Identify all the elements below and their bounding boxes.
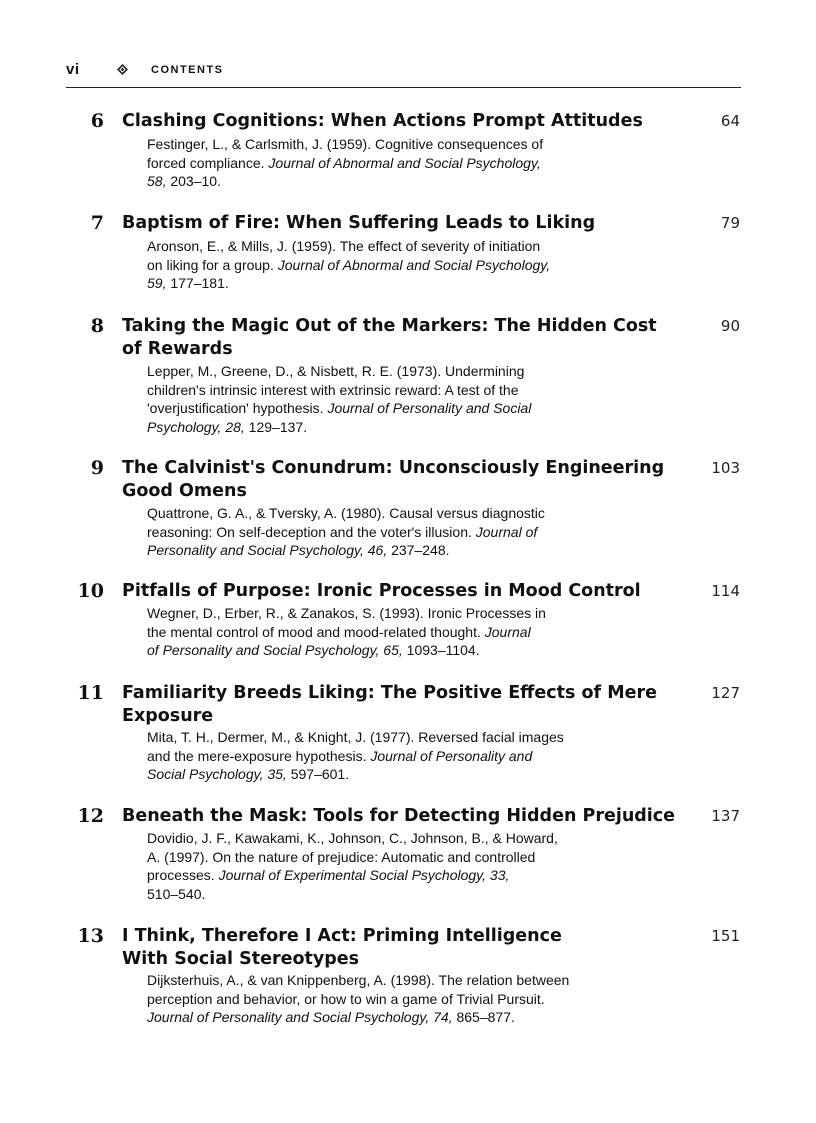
chapter-page[interactable]: 127 xyxy=(711,684,740,702)
chapter-page[interactable]: 151 xyxy=(711,927,740,945)
chapter-page[interactable]: 64 xyxy=(720,112,740,130)
citation xyxy=(147,829,687,903)
chapter-number: 12 xyxy=(77,805,104,827)
citation-journal: Journal of Experimental Social Psychology, 33, xyxy=(218,867,510,883)
chapter-number: 9 xyxy=(90,457,104,479)
citation xyxy=(147,971,687,1027)
citation-text: Mita, T. H., Dermer, M., & Knight, J. (1977). Reversed facial images and the mere-exposure hypothesis. xyxy=(147,729,564,764)
chapter-title[interactable]: Baptism of Fire: When Suffering Leads to Liking xyxy=(122,213,596,233)
citation-text: Festinger, L., & Carlsmith, J. (1959). Cognitive consequences of forced compliance. xyxy=(147,136,544,171)
page-number-label: vi xyxy=(66,61,80,78)
citation-pages: 177–181. xyxy=(166,275,229,291)
citation-text: Quattrone, G. A., & Tversky, A. (1980). Causal versus diagnostic reasoning: On self-deception and the voter's illusion. xyxy=(147,505,545,540)
chapter-number: 6 xyxy=(90,110,104,132)
chapter-page[interactable]: 103 xyxy=(711,459,740,477)
chapter-title[interactable]: Familiarity Breeds Liking: The Positive Effects of Mere Exposure xyxy=(122,683,657,726)
chapter-page[interactable]: 114 xyxy=(711,582,740,600)
citation-pages: 865–877. xyxy=(452,1009,515,1025)
citation xyxy=(147,237,687,293)
citation-pages: 510–540. xyxy=(147,885,206,902)
chapter-number: 11 xyxy=(77,682,104,704)
citation xyxy=(147,135,687,191)
chapter-title[interactable]: Beneath the Mask: Tools for Detecting Hidden Prejudice xyxy=(122,806,676,826)
chapter-title[interactable]: Clashing Cognitions: When Actions Prompt Attitudes xyxy=(122,111,643,131)
running-header xyxy=(66,61,741,88)
citation-text: Wegner, D., Erber, R., & Zanakos, S. (1993). Ironic Processes in the mental control of mood and mood-related thought. xyxy=(147,605,546,640)
citation-pages: 597–601. xyxy=(286,766,350,782)
chapter-title[interactable]: The Calvinist's Conundrum: Unconsciously Engineering Good Omens xyxy=(122,458,665,501)
citation-pages: 237–248. xyxy=(387,542,450,558)
citation-text: Dijksterhuis, A., & van Knippenberg, A. (1998). The relation between perception and behavior, or how to win a game of Trivial Pursuit. xyxy=(147,972,570,1007)
chapter-title[interactable]: Pitfalls of Purpose: Ironic Processes in Mood Control xyxy=(122,581,641,601)
citation-journal: Journal of Personality and Social Psychology, 74, xyxy=(147,1009,453,1025)
chapter-page[interactable]: 137 xyxy=(711,807,740,825)
citation-text: Aronson, E., & Mills, J. (1959). The effect of severity of initiation on liking for a group. xyxy=(147,238,541,273)
citation-journal: Journal of Abnormal and Social Psychology, 58, xyxy=(147,154,541,189)
citation xyxy=(147,604,687,660)
citation xyxy=(147,362,687,436)
chapter-number: 10 xyxy=(77,580,104,602)
citation-journal: Journal of Personality and Social Psychology, 35, xyxy=(147,747,533,782)
citation-journal: Journal of Abnormal and Social Psychology, 59, xyxy=(147,256,551,291)
citation-journal: Journal of Personality and Social Psychology, 46, xyxy=(147,523,538,558)
citation-text: Lepper, M., Greene, D., & Nisbett, R. E. (1973). Undermining children's intrinsic interest with extrinsic reward: A test of the 'overjustification' hypothesis. xyxy=(147,363,525,416)
header-title: CONTENTS xyxy=(151,64,224,76)
citation-journal: Journal of Personality and Social Psychology, 65, xyxy=(147,623,531,658)
citation xyxy=(147,504,687,560)
citation-pages: 1093–1104. xyxy=(402,642,480,658)
chapter-number: 13 xyxy=(77,925,104,947)
chapter-title[interactable]: Taking the Magic Out of the Markers: The Hidden Cost of Rewards xyxy=(122,316,657,359)
citation-text: Dovidio, J. F., Kawakami, K., Johnson, C., Johnson, B., & Howard, A. (1997). On the nature of prejudice: Automatic and controlled processes. xyxy=(147,830,558,883)
chapter-number: 7 xyxy=(90,212,104,234)
citation-journal: Journal of Personality and Social Psychology, 28, xyxy=(147,400,532,435)
chapter-page[interactable]: 79 xyxy=(720,214,740,232)
chapter-title[interactable]: I Think, Therefore I Act: Priming Intelligence With Social Stereotypes xyxy=(122,926,562,969)
chapter-page[interactable]: 90 xyxy=(720,317,740,335)
citation-pages: 203–10. xyxy=(166,173,221,189)
citation xyxy=(147,728,687,784)
citation-pages: 129–137. xyxy=(244,418,308,435)
chapter-number: 8 xyxy=(90,315,104,337)
diamond-ornament-icon xyxy=(117,64,128,75)
